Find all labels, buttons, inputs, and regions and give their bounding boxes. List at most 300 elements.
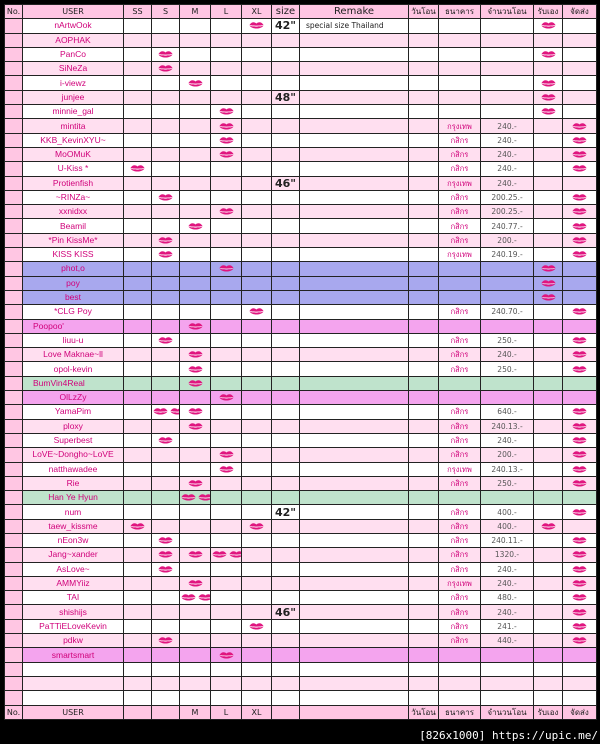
size-m: [180, 205, 211, 219]
size-s: [152, 533, 180, 547]
self-pickup: [534, 176, 563, 190]
size-ss: [124, 176, 152, 190]
lips-kiss-icon: [249, 21, 264, 30]
empty-cell: [534, 676, 563, 690]
size-ss: [124, 133, 152, 147]
size-m: [180, 562, 211, 576]
size-ss: [124, 348, 152, 362]
transfer-amount: 240.-: [481, 348, 534, 362]
remake-note: [300, 176, 409, 190]
size-xl: [242, 562, 272, 576]
bank-name: [439, 62, 481, 76]
size-ss: [124, 519, 152, 533]
table-row[interactable]: [5, 476, 597, 490]
row-number: [5, 219, 23, 233]
size-xl: [242, 448, 272, 462]
user-name: PaTTiELoveKevin: [23, 619, 124, 633]
size-s: [152, 591, 180, 605]
size-s: [152, 190, 180, 204]
table-row[interactable]: [5, 491, 597, 505]
size-s: [152, 176, 180, 190]
table-row[interactable]: [5, 47, 597, 61]
size-xl: [242, 319, 272, 333]
size-l: [211, 133, 242, 147]
table-row[interactable]: [5, 519, 597, 533]
size-ss: [124, 162, 152, 176]
size-s: [152, 605, 180, 619]
self-pickup: [534, 448, 563, 462]
self-pickup: [534, 476, 563, 490]
size-s: [152, 348, 180, 362]
self-pickup: [534, 33, 563, 47]
table-row[interactable]: [5, 676, 597, 690]
row-number: [5, 648, 23, 662]
user-name: opol-kevin: [23, 362, 124, 376]
size-l: [211, 319, 242, 333]
delivery: [563, 262, 597, 276]
size-s: [152, 105, 180, 119]
size-l: [211, 562, 242, 576]
user-name: PanCo: [23, 47, 124, 61]
remake-note: [300, 419, 409, 433]
table-row[interactable]: [5, 319, 597, 333]
size-l: [211, 491, 242, 505]
table-row[interactable]: [5, 348, 597, 362]
size-s: [152, 276, 180, 290]
header-row: [5, 5, 597, 19]
empty-cell: [481, 662, 534, 676]
table-row[interactable]: [5, 462, 597, 476]
self-pickup: [534, 634, 563, 648]
delivery: [563, 290, 597, 304]
size-ss: [124, 376, 152, 390]
self-pickup: [534, 47, 563, 61]
size-ss: [124, 319, 152, 333]
transfer-date: [409, 433, 439, 447]
row-number: [5, 262, 23, 276]
order-table: [4, 4, 597, 720]
table-row[interactable]: [5, 619, 597, 633]
row-number: [5, 376, 23, 390]
size-l: [211, 505, 242, 519]
table-row[interactable]: [5, 62, 597, 76]
lips-kiss-icon: [170, 407, 180, 416]
transfer-amount: 400.-: [481, 505, 534, 519]
lips-kiss-icon: [249, 307, 264, 316]
user-name: Jang~xander: [23, 548, 124, 562]
table-row[interactable]: [5, 419, 597, 433]
user-name: pdkw: [23, 634, 124, 648]
lips-kiss-icon: [219, 107, 234, 116]
bank-name: กสิกร: [439, 634, 481, 648]
size-s: [152, 119, 180, 133]
lips-kiss-icon: [158, 565, 173, 574]
table-row[interactable]: [5, 19, 597, 33]
size-xl: [242, 276, 272, 290]
table-row[interactable]: [5, 576, 597, 590]
size-m: [180, 648, 211, 662]
self-pickup: [534, 348, 563, 362]
empty-cell: [439, 662, 481, 676]
remake-note: [300, 76, 409, 90]
size-s: [152, 491, 180, 505]
table-row[interactable]: [5, 262, 597, 276]
lips-kiss-icon: [572, 593, 587, 602]
size-xl: [242, 219, 272, 233]
transfer-amount: [481, 319, 534, 333]
custom-size: [272, 476, 300, 490]
user-name: xxnidxx: [23, 205, 124, 219]
size-xl: [242, 405, 272, 419]
custom-size: [272, 433, 300, 447]
bank-name: กสิกร: [439, 205, 481, 219]
row-number: [5, 105, 23, 119]
size-m: [180, 376, 211, 390]
header-col-5: L: [211, 5, 242, 19]
custom-size: [272, 190, 300, 204]
bank-name: กสิกร: [439, 305, 481, 319]
self-pickup: [534, 576, 563, 590]
transfer-amount: 250.-: [481, 333, 534, 347]
row-number: [5, 662, 23, 676]
size-xl: [242, 376, 272, 390]
remake-note: [300, 47, 409, 61]
transfer-amount: 200.25.-: [481, 205, 534, 219]
transfer-amount: 1320.-: [481, 548, 534, 562]
delivery: [563, 419, 597, 433]
size-m: [180, 319, 211, 333]
lips-kiss-icon: [219, 122, 234, 131]
remake-note: [300, 219, 409, 233]
bank-name: กสิกร: [439, 533, 481, 547]
size-xl: [242, 333, 272, 347]
bank-name: กสิกร: [439, 619, 481, 633]
table-row[interactable]: [5, 691, 597, 705]
user-name: Superbest: [23, 433, 124, 447]
size-xl: [242, 19, 272, 33]
header-col-13: จัดส่ง: [563, 5, 597, 19]
user-name: smartsmart: [23, 648, 124, 662]
row-number: [5, 576, 23, 590]
transfer-date: [409, 548, 439, 562]
row-number: [5, 491, 23, 505]
transfer-date: [409, 405, 439, 419]
self-pickup: [534, 276, 563, 290]
size-m: [180, 76, 211, 90]
size-l: [211, 519, 242, 533]
footer-col-0: No.: [5, 705, 23, 719]
custom-size: [272, 119, 300, 133]
table-row[interactable]: [5, 176, 597, 190]
table-row[interactable]: [5, 147, 597, 161]
table-row[interactable]: [5, 362, 597, 376]
transfer-date: [409, 219, 439, 233]
transfer-amount: [481, 391, 534, 405]
self-pickup: [534, 605, 563, 619]
empty-cell: [211, 662, 242, 676]
row-number: [5, 76, 23, 90]
self-pickup: [534, 248, 563, 262]
bank-name: กสิกร: [439, 476, 481, 490]
size-l: [211, 76, 242, 90]
transfer-amount: [481, 376, 534, 390]
remake-note: [300, 205, 409, 219]
size-ss: [124, 562, 152, 576]
size-m: [180, 634, 211, 648]
remake-note: [300, 462, 409, 476]
user-name: LoVE~Dongho~LoVE: [23, 448, 124, 462]
remake-note: [300, 348, 409, 362]
size-ss: [124, 62, 152, 76]
lips-kiss-icon: [219, 136, 234, 145]
bank-name: กสิกร: [439, 362, 481, 376]
delivery: [563, 205, 597, 219]
custom-size: [272, 162, 300, 176]
empty-cell: [563, 662, 597, 676]
size-xl: [242, 576, 272, 590]
table-row[interactable]: [5, 533, 597, 547]
remake-note: [300, 591, 409, 605]
bank-name: กสิกร: [439, 219, 481, 233]
delivery: [563, 576, 597, 590]
table-row[interactable]: [5, 562, 597, 576]
lips-kiss-icon: [541, 93, 556, 102]
size-m: [180, 548, 211, 562]
remake-note: [300, 147, 409, 161]
table-row[interactable]: [5, 448, 597, 462]
table-row[interactable]: [5, 391, 597, 405]
self-pickup: [534, 233, 563, 247]
delivery: [563, 448, 597, 462]
table-row[interactable]: [5, 333, 597, 347]
table-row[interactable]: [5, 648, 597, 662]
transfer-date: [409, 105, 439, 119]
bank-name: กสิกร: [439, 233, 481, 247]
size-m: [180, 119, 211, 133]
table-row[interactable]: [5, 33, 597, 47]
size-xl: [242, 62, 272, 76]
remake-note: [300, 62, 409, 76]
size-xl: [242, 105, 272, 119]
size-m: [180, 519, 211, 533]
user-name: Han Ye Hyun: [23, 491, 124, 505]
delivery: [563, 47, 597, 61]
transfer-amount: 400.-: [481, 519, 534, 533]
table-row[interactable]: [5, 376, 597, 390]
size-s: [152, 519, 180, 533]
transfer-amount: 240.13.-: [481, 419, 534, 433]
lips-kiss-icon: [572, 508, 587, 517]
size-s: [152, 648, 180, 662]
custom-size: 42": [272, 19, 300, 33]
delivery: [563, 90, 597, 104]
table-row[interactable]: [5, 662, 597, 676]
table-row[interactable]: [5, 162, 597, 176]
custom-size: 48": [272, 90, 300, 104]
self-pickup: [534, 147, 563, 161]
table-row[interactable]: [5, 133, 597, 147]
user-name: mintita: [23, 119, 124, 133]
lips-kiss-icon: [130, 164, 145, 173]
row-number: [5, 248, 23, 262]
delivery: [563, 176, 597, 190]
header-col-8: Remake: [300, 5, 409, 19]
transfer-amount: [481, 262, 534, 276]
lips-kiss-icon: [572, 422, 587, 431]
size-s: [152, 290, 180, 304]
delivery: [563, 305, 597, 319]
bank-name: กสิกร: [439, 419, 481, 433]
size-s: [152, 147, 180, 161]
remake-note: [300, 319, 409, 333]
size-ss: [124, 634, 152, 648]
delivery: [563, 519, 597, 533]
transfer-date: [409, 262, 439, 276]
size-ss: [124, 76, 152, 90]
size-xl: [242, 519, 272, 533]
lips-kiss-icon: [572, 579, 587, 588]
lips-kiss-icon: [188, 79, 203, 88]
delivery: [563, 119, 597, 133]
size-xl: [242, 33, 272, 47]
transfer-amount: [481, 19, 534, 33]
size-s: [152, 376, 180, 390]
lips-kiss-icon: [572, 207, 587, 216]
row-number: [5, 433, 23, 447]
bank-name: กสิกร: [439, 562, 481, 576]
transfer-amount: 240.77.-: [481, 219, 534, 233]
custom-size: [272, 262, 300, 276]
row-number: [5, 448, 23, 462]
bank-name: กรุงเทพ: [439, 576, 481, 590]
size-l: [211, 105, 242, 119]
transfer-date: [409, 76, 439, 90]
empty-cell: [534, 691, 563, 705]
empty-cell: [124, 691, 152, 705]
table-row[interactable]: [5, 305, 597, 319]
size-xl: [242, 190, 272, 204]
size-s: [152, 47, 180, 61]
user-name: AOPHAK: [23, 33, 124, 47]
size-l: [211, 648, 242, 662]
transfer-amount: 240.-: [481, 576, 534, 590]
self-pickup: [534, 305, 563, 319]
table-row[interactable]: [5, 219, 597, 233]
delivery: [563, 276, 597, 290]
table-row[interactable]: [5, 433, 597, 447]
lips-kiss-icon: [572, 136, 587, 145]
size-ss: [124, 433, 152, 447]
self-pickup: [534, 262, 563, 276]
transfer-amount: 240.-: [481, 147, 534, 161]
size-m: [180, 90, 211, 104]
row-number: [5, 634, 23, 648]
table-row[interactable]: [5, 276, 597, 290]
size-m: [180, 290, 211, 304]
lips-kiss-icon: [572, 565, 587, 574]
row-number: [5, 362, 23, 376]
size-ss: [124, 105, 152, 119]
user-name: nEon3w: [23, 533, 124, 547]
size-m: [180, 448, 211, 462]
lips-kiss-icon: [572, 222, 587, 231]
size-s: [152, 548, 180, 562]
user-name: AMMYiiz: [23, 576, 124, 590]
bank-name: [439, 290, 481, 304]
table-row[interactable]: [5, 105, 597, 119]
size-m: [180, 605, 211, 619]
remake-note: [300, 105, 409, 119]
size-s: [152, 262, 180, 276]
row-number: [5, 205, 23, 219]
bank-name: [439, 391, 481, 405]
row-number: [5, 19, 23, 33]
row-number: [5, 176, 23, 190]
size-m: [180, 419, 211, 433]
size-l: [211, 533, 242, 547]
lips-kiss-icon: [188, 350, 203, 359]
size-xl: [242, 205, 272, 219]
self-pickup: [534, 219, 563, 233]
size-m: [180, 276, 211, 290]
table-row[interactable]: [5, 205, 597, 219]
custom-size: [272, 62, 300, 76]
delivery: [563, 433, 597, 447]
size-l: [211, 348, 242, 362]
table-row[interactable]: [5, 248, 597, 262]
size-xl: [242, 634, 272, 648]
lips-kiss-icon: [572, 365, 587, 374]
user-name: junjee: [23, 90, 124, 104]
size-l: [211, 262, 242, 276]
size-l: [211, 90, 242, 104]
remake-note: [300, 562, 409, 576]
table-row[interactable]: [5, 548, 597, 562]
table-row[interactable]: [5, 119, 597, 133]
user-name: U-Kiss *: [23, 162, 124, 176]
size-m: [180, 47, 211, 61]
table-row[interactable]: [5, 605, 597, 619]
self-pickup: [534, 362, 563, 376]
size-m: [180, 176, 211, 190]
row-number: [5, 519, 23, 533]
table-row[interactable]: [5, 405, 597, 419]
row-number: [5, 405, 23, 419]
table-row[interactable]: [5, 290, 597, 304]
transfer-amount: 240.-: [481, 562, 534, 576]
transfer-amount: 440.-: [481, 634, 534, 648]
bank-name: กสิกร: [439, 190, 481, 204]
table-row[interactable]: [5, 76, 597, 90]
table-row[interactable]: [5, 505, 597, 519]
table-row[interactable]: [5, 190, 597, 204]
size-l: [211, 634, 242, 648]
table-row[interactable]: [5, 233, 597, 247]
size-l: [211, 591, 242, 605]
transfer-amount: 240.-: [481, 133, 534, 147]
transfer-date: [409, 162, 439, 176]
size-xl: [242, 305, 272, 319]
row-number: [5, 533, 23, 547]
size-ss: [124, 119, 152, 133]
table-row[interactable]: [5, 90, 597, 104]
table-row[interactable]: [5, 591, 597, 605]
table-row[interactable]: [5, 634, 597, 648]
remake-note: [300, 362, 409, 376]
size-m: [180, 233, 211, 247]
size-l: [211, 162, 242, 176]
transfer-date: [409, 47, 439, 61]
